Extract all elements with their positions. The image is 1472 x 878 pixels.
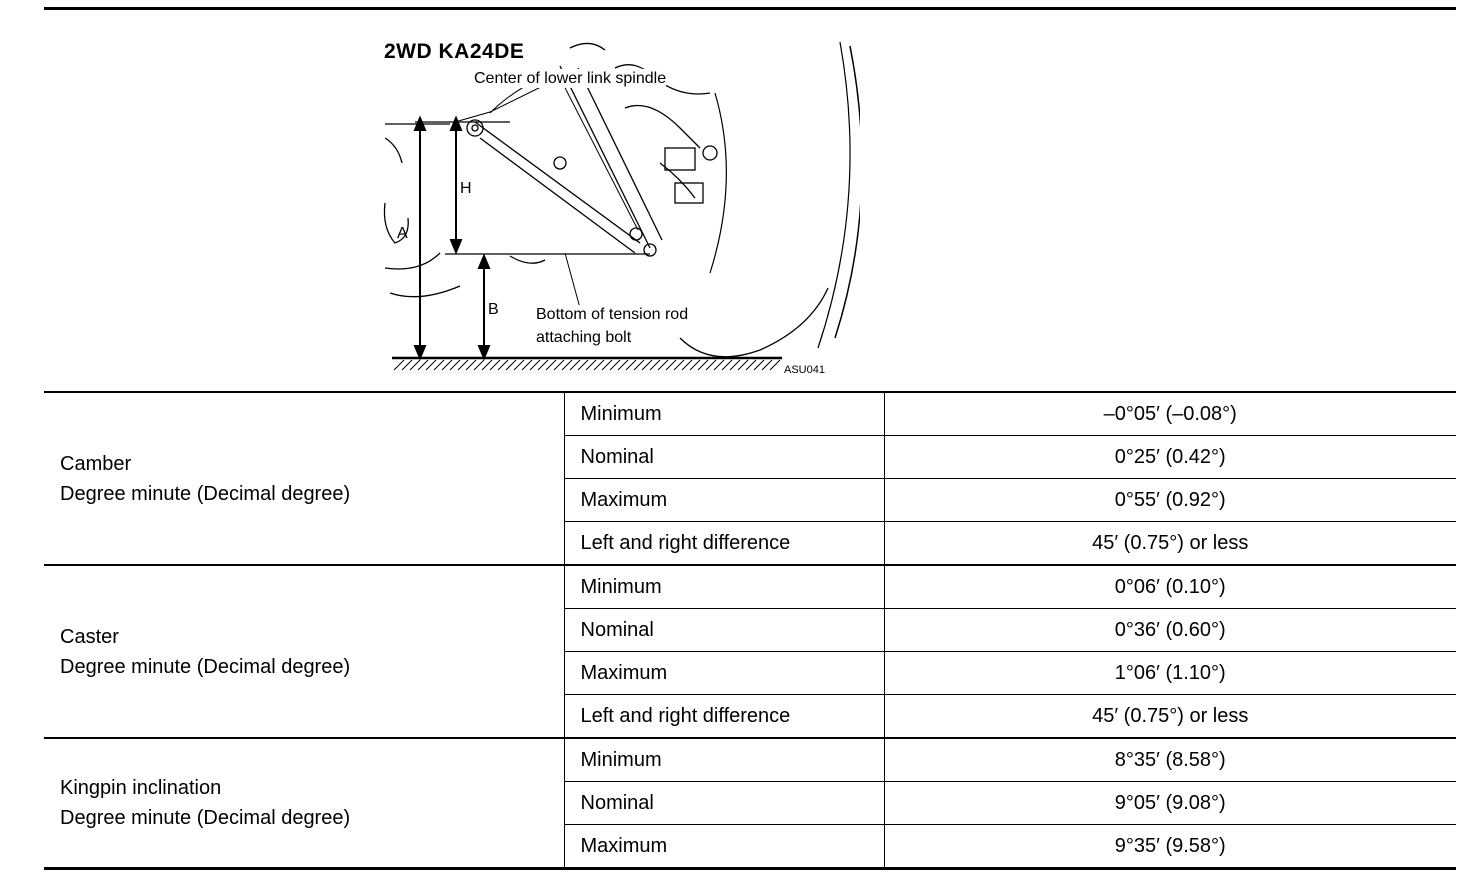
value-cell: 0°25′ (0.42°) [884,436,1456,479]
item-cell: Minimum [564,565,884,609]
group-name: Camber [60,452,132,475]
value-cell: 9°05′ (9.08°) [884,782,1456,825]
suspension-figure [380,38,860,383]
figure-code: ASU041 [784,364,825,376]
item-cell: Nominal [564,782,884,825]
item-cell: Maximum [564,825,884,869]
item-cell: Maximum [564,652,884,695]
item-cell: Minimum [564,738,884,782]
item-cell: Left and right difference [564,695,884,739]
group-unit: Degree minute (Decimal degree) [60,482,351,505]
item-cell: Nominal [564,609,884,652]
value-cell: 0°06′ (0.10°) [884,565,1456,609]
callout-lower-link-spindle: Center of lower link spindle [474,70,667,87]
value-cell: 9°35′ (9.58°) [884,825,1456,869]
figure-title: 2WD KA24DE [384,40,525,63]
table-row [44,565,1456,609]
top-rule [44,7,1456,10]
value-cell: 0°55′ (0.92°) [884,479,1456,522]
item-cell: Minimum [564,392,884,436]
value-cell: 45′ (0.75°) or less [884,695,1456,739]
group-cell-kingpin [44,738,564,869]
callout-tension-rod-line2: attaching bolt [536,329,632,346]
callout-tension-rod-line1: Bottom of tension rod [536,306,689,323]
value-cell: 1°06′ (1.10°) [884,652,1456,695]
value-cell: –0°05′ (–0.08°) [884,392,1456,436]
dimension-label-h: H [460,180,472,197]
group-cell-camber [44,392,564,565]
alignment-spec-table [44,391,1456,870]
item-cell: Nominal [564,436,884,479]
dimension-label-b: B [488,301,499,318]
item-cell: Maximum [564,479,884,522]
group-unit: Degree minute (Decimal degree) [60,807,351,829]
group-unit: Degree minute (Decimal degree) [60,655,351,678]
group-name: Kingpin inclination [60,777,222,799]
value-cell: 45′ (0.75°) or less [884,522,1456,566]
item-cell: Left and right difference [564,522,884,566]
table-row [44,392,1456,436]
group-cell-caster [44,565,564,738]
value-cell: 8°35′ (8.58°) [884,738,1456,782]
group-name: Caster [60,625,119,648]
value-cell: 0°36′ (0.60°) [884,609,1456,652]
dimension-label-a: A [397,225,408,242]
table-row [44,738,1456,782]
